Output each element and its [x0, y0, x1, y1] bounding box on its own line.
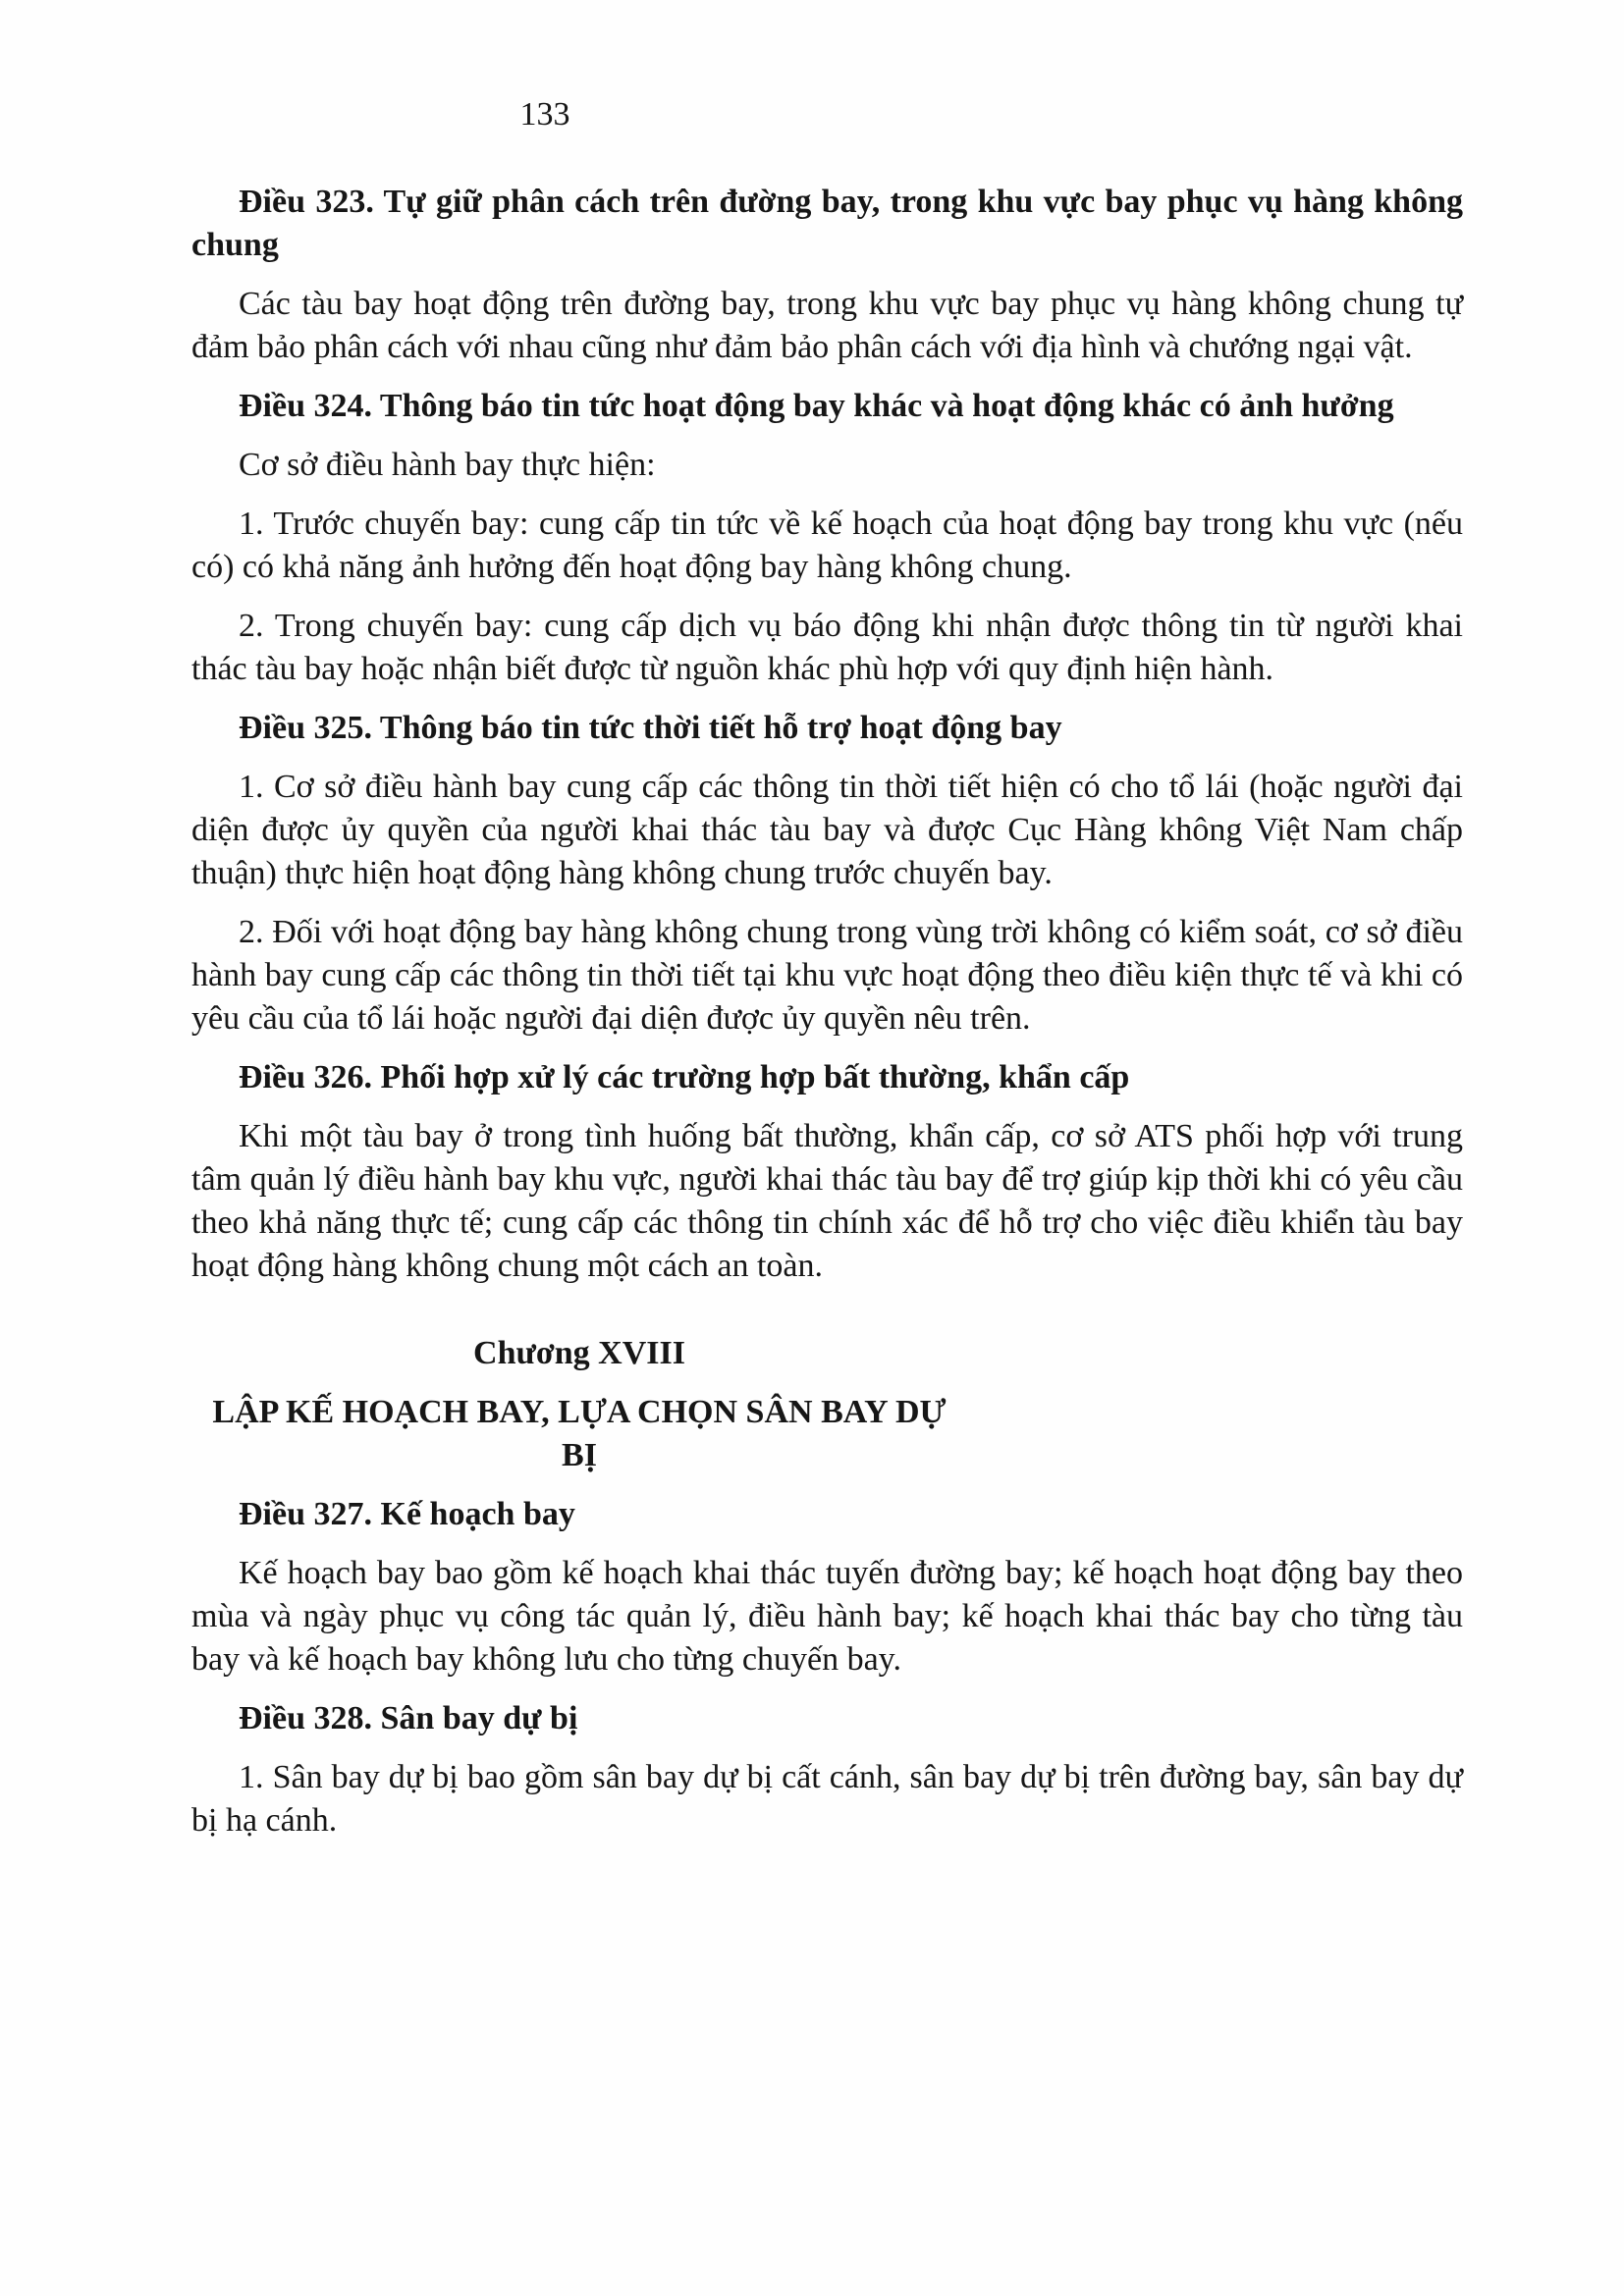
article-327	[191, 1493, 1463, 1682]
article-325	[191, 707, 1463, 1041]
chapter-heading	[191, 1332, 967, 1477]
article-paragraph: Kế hoạch bay bao gồm kế hoạch khai thác tuyến đường bay; kế hoạch hoạt động bay theo mùa và ngày phục vụ công tác quản lý, điều hành bay; kế hoạch khai thác bay cho từng tàu bay và kế hoạch bay không lưu cho từng chuyến bay.	[191, 1555, 1463, 1678]
article-heading: Điều 324. Thông báo tin tức hoạt động bay khác và hoạt động khác có ảnh hưởng	[239, 388, 1394, 424]
article-heading: Điều 327. Kế hoạch bay	[239, 1496, 575, 1532]
chapter-label: Chương XVIII	[473, 1335, 685, 1371]
page-number: 133	[519, 96, 570, 133]
article-324	[191, 385, 1463, 691]
article-328	[191, 1697, 1463, 1842]
chapter-title: LẬP KẾ HOẠCH BAY, LỰA CHỌN SÂN BAY DỰ BỊ	[212, 1394, 947, 1473]
article-paragraph: 1. Cơ sở điều hành bay cung cấp các thông tin thời tiết hiện có cho tổ lái (hoặc người đại diện được ủy quyền của người khai thác tàu bay và được Cục Hàng không Việt Nam chấp thuận) thực hiện hoạt động hàng không chung trước chuyến bay.	[191, 769, 1463, 891]
article-326	[191, 1056, 1463, 1288]
article-323	[191, 181, 1463, 369]
article-paragraph: 1. Trước chuyến bay: cung cấp tin tức về kế hoạch của hoạt động bay trong khu vực (nếu có) có khả năng ảnh hưởng đến hoạt động bay hàng không chung.	[191, 506, 1463, 585]
article-heading: Điều 323. Tự giữ phân cách trên đường bay, trong khu vực bay phục vụ hàng không chung	[191, 184, 1463, 263]
article-heading: Điều 325. Thông báo tin tức thời tiết hỗ trợ hoạt động bay	[239, 710, 1062, 746]
article-paragraph: Khi một tàu bay ở trong tình huống bất thường, khẩn cấp, cơ sở ATS phối hợp với trung tâm quản lý điều hành bay khu vực, người khai thác tàu bay để trợ giúp kịp thời khi có yêu cầu theo khả năng thực tế; cung cấp các thông tin chính xác để hỗ trợ cho việc điều khiển tàu bay hoạt động hàng không chung một cách an toàn.	[191, 1118, 1463, 1284]
article-paragraph: Cơ sở điều hành bay thực hiện:	[239, 447, 656, 483]
article-paragraph: 2. Đối với hoạt động bay hàng không chung trong vùng trời không có kiểm soát, cơ sở điều hành bay cung cấp các thông tin thời tiết tại khu vực hoạt động theo điều kiện thực tế và khi có yêu cầu của tổ lái hoặc người đại diện được ủy quyền nêu trên.	[191, 914, 1463, 1037]
article-paragraph: 1. Sân bay dự bị bao gồm sân bay dự bị cất cánh, sân bay dự bị trên đường bay, sân bay dự bị hạ cánh.	[191, 1759, 1463, 1839]
article-paragraph: 2. Trong chuyến bay: cung cấp dịch vụ báo động khi nhận được thông tin từ người khai thác tàu bay hoặc nhận biết được từ nguồn khác phù hợp với quy định hiện hành.	[191, 608, 1463, 687]
article-heading: Điều 328. Sân bay dự bị	[239, 1700, 578, 1736]
article-paragraph: Các tàu bay hoạt động trên đường bay, trong khu vực bay phục vụ hàng không chung tự đảm bảo phân cách với nhau cũng như đảm bảo phân cách với địa hình và chướng ngại vật.	[191, 286, 1463, 365]
article-heading: Điều 326. Phối hợp xử lý các trường hợp bất thường, khẩn cấp	[239, 1059, 1130, 1095]
